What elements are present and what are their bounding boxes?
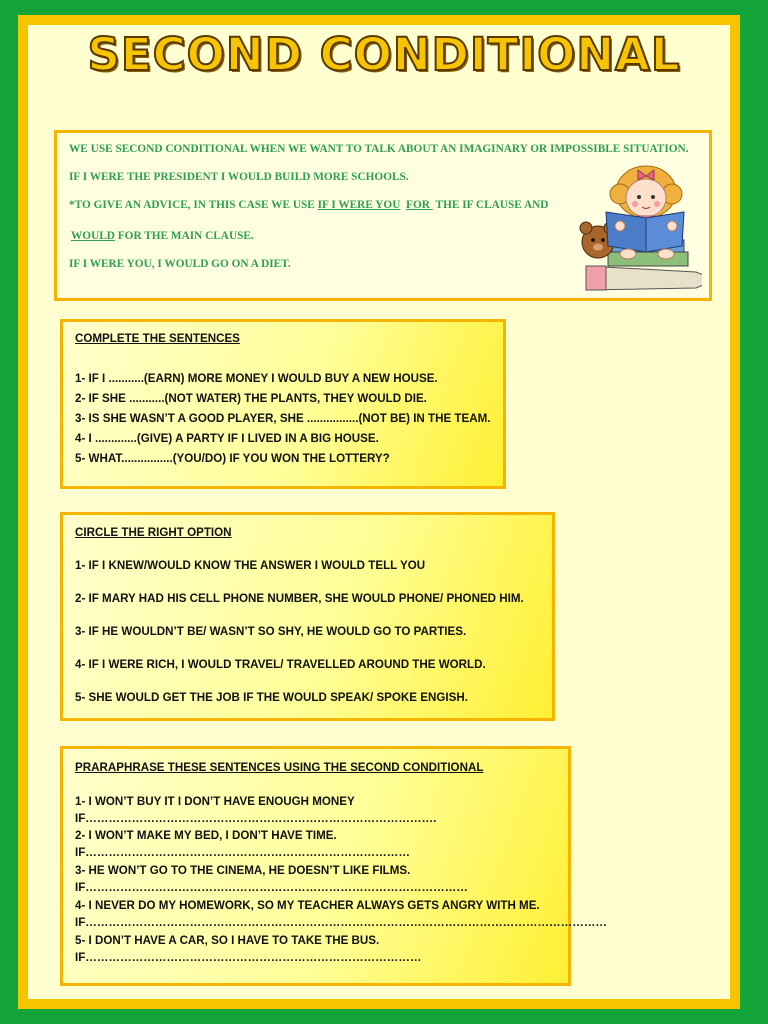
exercise-2-item: 5- SHE WOULD GET THE JOB IF THE WOULD SPEAK/ SPOKE ENGISH.: [75, 691, 468, 704]
intro-line-4: [71, 230, 254, 242]
exercise-3-item: 4- I NEVER DO MY HOMEWORK, SO MY TEACHER ALWAYS GETS ANGRY WITH ME.: [75, 899, 540, 912]
page-title: SECOND CONDITIONAL: [87, 28, 681, 81]
intro-line-3: [69, 199, 548, 211]
exercise-1-heading: COMPLETE THE SENTENCES: [75, 332, 240, 345]
exercise-3-item: 2- I WON’T MAKE MY BED, I DON’T HAVE TIME.: [75, 829, 337, 842]
exercise-1-item: 5- WHAT................(YOU/DO) IF YOU WON THE LOTTERY?: [75, 452, 390, 465]
exercise-1-item: 1- IF I ...........(EARN) MORE MONEY I WOULD BUY A NEW HOUSE.: [75, 372, 438, 385]
intro-for: FOR: [406, 199, 433, 211]
intro-star: *: [69, 199, 75, 211]
exercise-1-item: 2- IF SHE ...........(NOT WATER) THE PLANTS, THEY WOULD DIE.: [75, 392, 427, 405]
exercise-2-item: 3- IF HE WOULDN’T BE/ WASN’T SO SHY, HE WOULD GO TO PARTIES.: [75, 625, 467, 638]
answer-line: IF………………………………………………………………………………………: [75, 881, 468, 894]
answer-line: IF………………………………………………………………………………………………………………………: [75, 916, 608, 929]
exercise-3-item: 5- I DON’T HAVE A CAR, SO I HAVE TO TAKE THE BUS.: [75, 934, 380, 947]
exercise-circle-box: [60, 512, 555, 721]
intro-line-2: IF I WERE THE PRESIDENT I WOULD BUILD MORE SCHOOLS.: [69, 171, 409, 183]
intro-would: WOULD: [71, 230, 115, 242]
intro-line-3-d: THE IF CLAUSE AND: [435, 199, 549, 211]
intro-line-1: WE USE SECOND CONDITIONAL WHEN WE WANT TO TALK ABOUT AN IMAGINARY OR IMPOSSIBLE SITUATION.: [69, 143, 689, 155]
exercise-2-item: 2- IF MARY HAD HIS CELL PHONE NUMBER, SHE WOULD PHONE/ PHONED HIM.: [75, 592, 524, 605]
exercise-3-item: 3- HE WON’T GO TO THE CINEMA, HE DOESN’T LIKE FILMS.: [75, 864, 411, 877]
exercise-2-item: 1- IF I KNEW/WOULD KNOW THE ANSWER I WOULD TELL YOU: [75, 559, 426, 572]
intro-if-i-were-you: IF I WERE YOU: [317, 199, 401, 211]
exercise-complete-box: [60, 319, 506, 489]
exercise-3-heading: PRARAPHRASE THESE SENTENCES USING THE SECOND CONDITIONAL: [75, 761, 484, 774]
answer-line: IF…………………………………………………………………………: [75, 846, 410, 859]
exercise-3-item: 1- I WON’T BUY IT I DON’T HAVE ENOUGH MONEY: [75, 795, 355, 808]
exercise-1-item: 3- IS SHE WASN’T A GOOD PLAYER, SHE ................(NOT BE) IN THE TEAM.: [75, 412, 491, 425]
exercise-2-item: 4- IF I WERE RICH, I WOULD TRAVEL/ TRAVELLED AROUND THE WORLD.: [75, 658, 486, 671]
answer-line: IF……………………………………………………………………………….: [75, 812, 437, 825]
intro-line-5: IF I WERE YOU, I WOULD GO ON A DIET.: [69, 258, 291, 270]
intro-line-3-a: TO GIVE AN ADVICE, IN THIS CASE WE USE: [74, 199, 318, 211]
answer-line: IF……………………………………………………………………………: [75, 951, 422, 964]
exercise-2-heading: CIRCLE THE RIGHT OPTION: [75, 526, 232, 539]
exercise-paraphrase-box: [60, 746, 608, 986]
girl-reading-illustration: [578, 160, 702, 296]
exercise-1-item: 4- I .............(GIVE) A PARTY IF I LIVED IN A BIG HOUSE.: [75, 432, 379, 445]
intro-line-4-b: FOR THE MAIN CLAUSE.: [114, 230, 254, 242]
